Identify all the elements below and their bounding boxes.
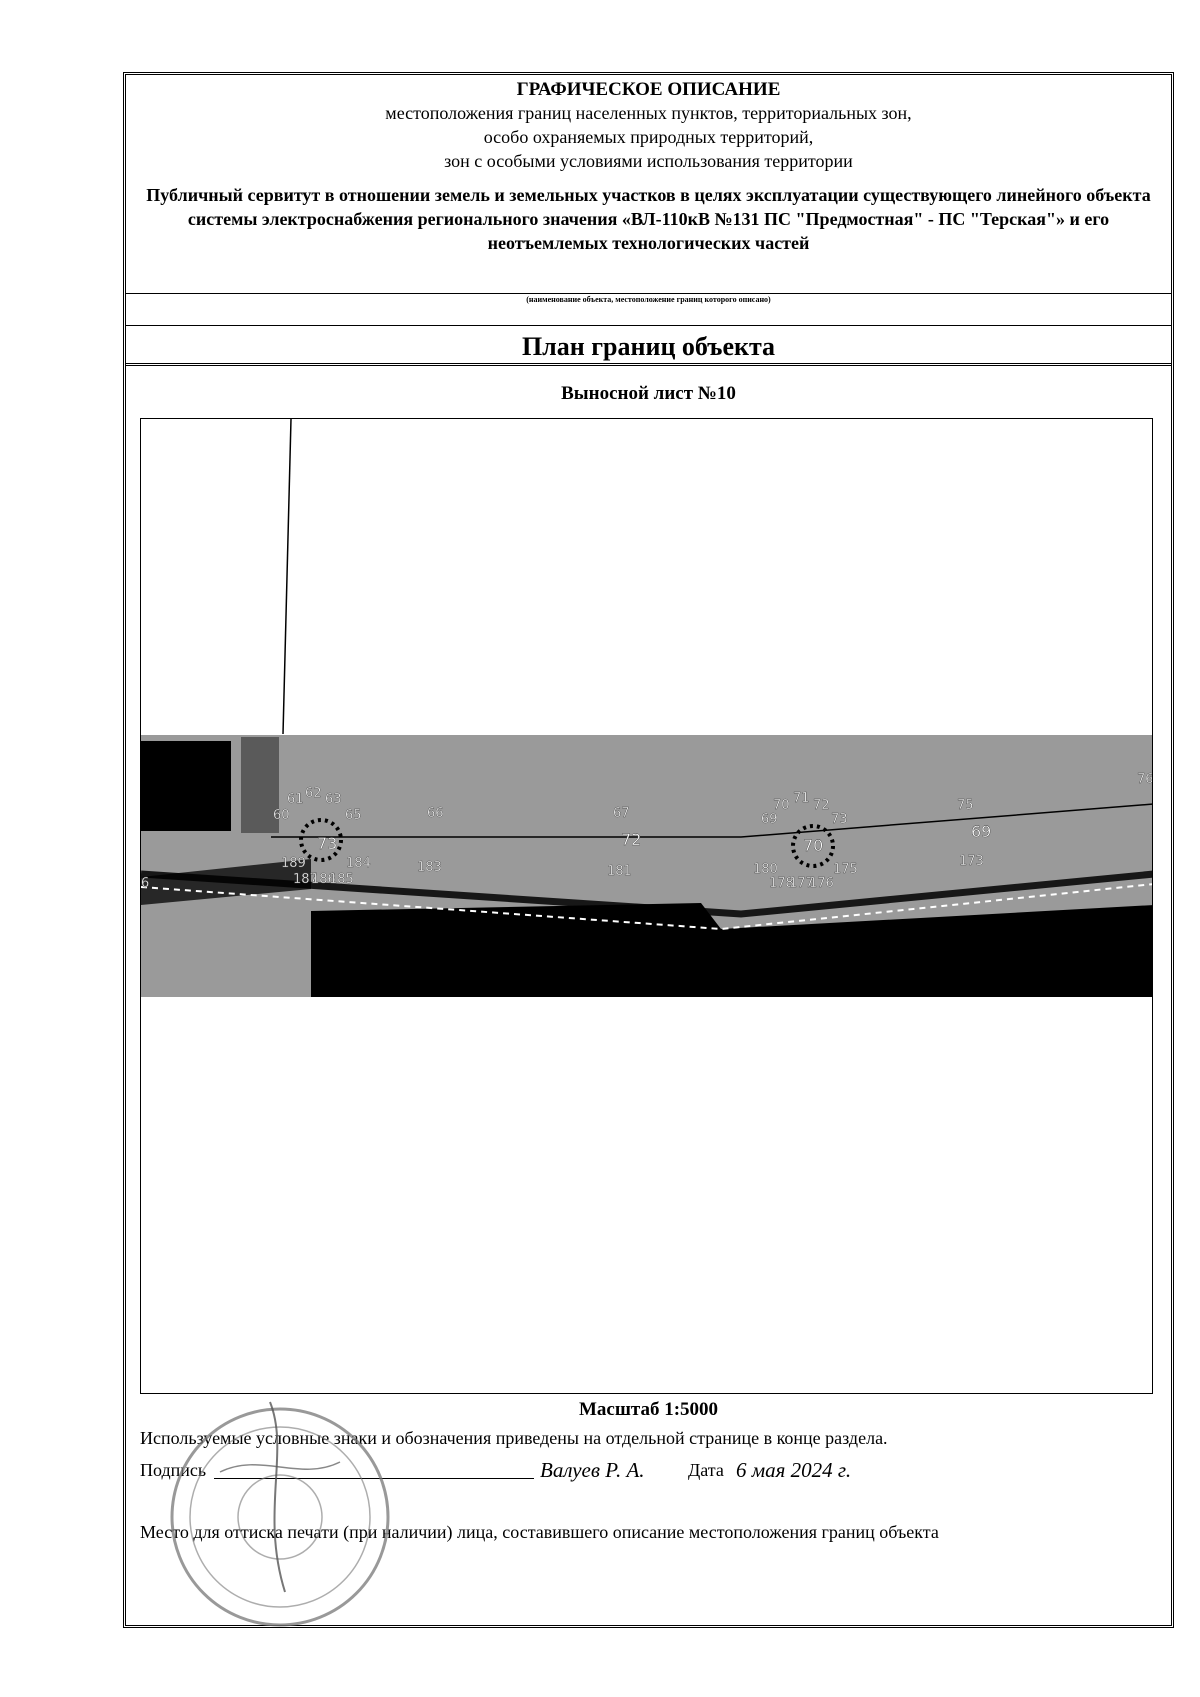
point-label: 6 — [141, 876, 150, 891]
point-label: 178 — [769, 876, 794, 891]
sheet-title: Выносной лист №10 — [561, 383, 736, 404]
point-label: 180 — [753, 862, 778, 877]
point-label: 75 — [957, 798, 974, 813]
caption-top-rule — [126, 293, 1171, 294]
point-label: 73 — [831, 812, 848, 827]
point-label: 61 — [287, 792, 304, 807]
point-label: 175 — [833, 862, 858, 877]
map-scale: Масштаб 1:5000 — [578, 1399, 719, 1420]
point-label: 183 — [417, 860, 442, 875]
signature-date: 6 мая 2024 г. — [736, 1458, 852, 1482]
point-label: 71 — [793, 791, 810, 806]
subtitle-line-2: особо охраняемых природных территорий, — [483, 127, 814, 147]
dark-block-left — [141, 741, 231, 831]
point-label: 185 — [329, 872, 354, 887]
legend-note: Используемые условные знаки и обозначения приведены на отдельной странице в конце раздела. — [140, 1428, 888, 1448]
point-label: 66 — [427, 806, 444, 821]
subtitle-line-1: местоположения границ населенных пунктов, территориальных зон, — [385, 103, 912, 123]
point-label: 70 — [773, 798, 790, 813]
plan-title: План границ объекта — [521, 332, 776, 361]
signature-line — [214, 1478, 534, 1479]
map-area — [140, 418, 1153, 1394]
point-label: 176 — [809, 876, 834, 891]
caption-bottom-rule — [126, 325, 1171, 326]
signature-label: Подпись — [140, 1460, 207, 1480]
point-label: 73 — [317, 834, 338, 853]
point-label: 184 — [346, 856, 371, 871]
point-label: 65 — [345, 808, 362, 823]
point-label: 60 — [273, 808, 290, 823]
point-label: 69 — [971, 822, 992, 841]
subtitle-line-3: зон с особыми условиями использования территории — [444, 151, 853, 171]
document-header — [126, 75, 1171, 255]
point-label: 187 — [293, 872, 318, 887]
point-label: 72 — [621, 830, 642, 849]
point-label: 72 — [813, 798, 830, 813]
signer-name: Валуев Р. А. — [540, 1458, 645, 1482]
map-drawing — [141, 419, 1153, 1394]
point-label: 177 — [789, 876, 814, 891]
point-label: 181 — [607, 864, 632, 879]
point-label: 76 — [1137, 772, 1154, 787]
point-label: 63 — [325, 792, 342, 807]
date-label: Дата — [688, 1460, 724, 1480]
signature-row — [140, 1458, 1040, 1490]
point-label: 67 — [613, 806, 630, 821]
point-label: 189 — [281, 856, 306, 871]
point-label: 69 — [761, 812, 778, 827]
point-label: 70 — [803, 836, 824, 855]
boundary-line-vertical — [283, 419, 291, 734]
document-title: ГРАФИЧЕСКОЕ ОПИСАНИЕ — [516, 79, 781, 100]
point-label: 186 — [311, 872, 336, 887]
stamp-note: Место для оттиска печати (при наличии) лица, составившего описание местоположения границ объекта — [140, 1522, 939, 1542]
object-caption: (наименование объекта, местоположение границ которого описано) — [526, 295, 771, 304]
point-label: 173 — [959, 854, 984, 869]
object-name: Публичный сервитут в отношении земель и земельных участков в целях эксплуатации существующего линейного объекта системы электроснабжения регионального значения «ВЛ-110кВ №131 ПС "Предмостная" - ПС "Терская"» и его неотъемлемых технологических частей — [146, 185, 1151, 253]
point-label: 62 — [305, 786, 322, 801]
